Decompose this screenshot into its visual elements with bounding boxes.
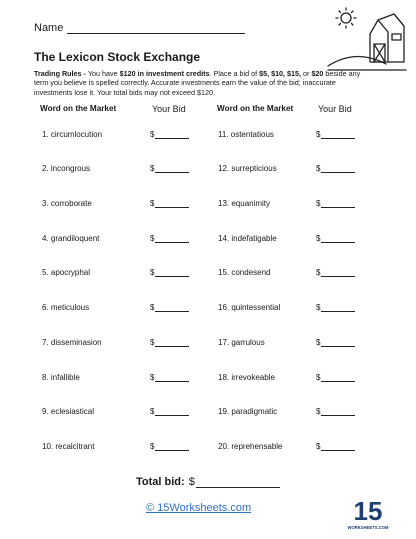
bid-symbol: $ [316,338,321,347]
bid-symbol: $ [150,234,155,243]
bid-symbol: $ [316,199,321,208]
col-header-word: Word on the Market [217,104,294,113]
worksheets-logo [347,494,389,534]
word-item: 13. equanimity [218,199,271,208]
col-header-bid: Your Bid [318,104,352,114]
bid-line[interactable] [155,130,189,139]
word-item: 20. reprehensable [218,442,283,451]
bid-field[interactable] [316,130,355,139]
word-item: 10. recalcitrant [42,442,95,451]
bid-field[interactable] [150,130,189,139]
bid-line[interactable] [155,234,189,243]
word-item: 2. incongrous [42,164,91,173]
bid-symbol: $ [150,164,155,173]
bid-line[interactable] [155,442,189,451]
trading-rules: Trading Rules - You have $120 in investment credits. Place a bid of $5, $10, $15, or $20 beside any term you believe is spelled correctly. Accurate investments earn the value of the bid; inaccurate investments lose it. Your total bids may not exceed $120. [34,69,361,97]
word-item: 7. disseminasion [42,338,102,347]
bid-field[interactable] [150,373,189,382]
word-item: 1. circumlocution [42,130,103,139]
bid-line[interactable] [155,338,189,347]
name-label: Name [34,22,64,34]
word-item: 8. infallible [42,373,80,382]
bid-line[interactable] [155,199,189,208]
bid-symbol: $ [316,442,321,451]
bid-field[interactable] [316,303,355,312]
bid-field[interactable] [150,442,189,451]
bid-field[interactable] [150,234,189,243]
name-row [34,22,245,34]
word-item: 16. quintessential [218,303,281,312]
svg-text:WORKSHEETS.COM: WORKSHEETS.COM [347,525,389,530]
word-item: 3. corroborate [42,199,92,208]
word-item: 11. ostentatious [218,130,274,139]
col-header-word: Word on the Market [40,104,117,113]
bid-symbol: $ [316,234,321,243]
word-item: 14. indefatigable [218,234,277,243]
word-item: 15. condesend [218,268,271,277]
bid-field[interactable] [316,199,355,208]
bid-field[interactable] [316,234,355,243]
bid-line[interactable] [321,268,355,277]
bid-symbol: $ [150,442,155,451]
footer-link[interactable]: © 15Worksheets.com [146,502,252,514]
bid-line[interactable] [321,303,355,312]
bid-symbol: $ [316,268,321,277]
total-field[interactable] [196,477,280,488]
bid-line[interactable] [155,268,189,277]
bid-line[interactable] [155,303,189,312]
bid-field[interactable] [150,199,189,208]
name-field[interactable] [67,23,245,34]
bid-field[interactable] [150,303,189,312]
word-item: 6. meticulous [42,303,90,312]
barn-icon [326,4,408,74]
bid-symbol: $ [316,303,321,312]
bid-symbol: $ [316,373,321,382]
total-symbol: $ [188,476,195,488]
worksheet-title: The Lexicon Stock Exchange [34,50,201,64]
word-item: 18. irrevokeable [218,373,275,382]
bid-line[interactable] [321,234,355,243]
bid-symbol: $ [150,199,155,208]
bid-symbol: $ [150,130,155,139]
col-header-bid: Your Bid [152,104,186,114]
bid-line[interactable] [321,199,355,208]
word-item: 12. surrepticious [218,164,277,173]
bid-field[interactable] [316,164,355,173]
bid-line[interactable] [321,373,355,382]
bid-line[interactable] [321,130,355,139]
word-item: 5. apocryphal [42,268,91,277]
bid-field[interactable] [150,338,189,347]
bid-field[interactable] [316,338,355,347]
bid-field[interactable] [316,373,355,382]
word-item: 9. eclesiastical [42,407,95,416]
word-item: 17. garrulous [218,338,265,347]
total-label: Total bid: [136,476,185,488]
word-item: 19. paradigmatic [218,407,278,416]
bid-symbol: $ [150,338,155,347]
bid-line[interactable] [155,164,189,173]
bid-line[interactable] [155,373,189,382]
svg-text:15: 15 [353,496,383,526]
total-bid [136,476,280,488]
bid-line[interactable] [321,164,355,173]
word-item: 4. grandiloquent [42,234,100,243]
bid-line[interactable] [155,407,189,416]
bid-line[interactable] [321,407,355,416]
bid-field[interactable] [150,407,189,416]
bid-field[interactable] [316,442,355,451]
bid-symbol: $ [316,164,321,173]
bid-field[interactable] [316,407,355,416]
bid-line[interactable] [321,338,355,347]
bid-symbol: $ [150,407,155,416]
bid-symbol: $ [150,303,155,312]
bid-line[interactable] [321,442,355,451]
bid-field[interactable] [150,164,189,173]
bid-field[interactable] [316,268,355,277]
bid-field[interactable] [150,268,189,277]
bid-symbol: $ [150,268,155,277]
bid-symbol: $ [316,407,321,416]
bid-symbol: $ [316,130,321,139]
bid-symbol: $ [150,373,155,382]
